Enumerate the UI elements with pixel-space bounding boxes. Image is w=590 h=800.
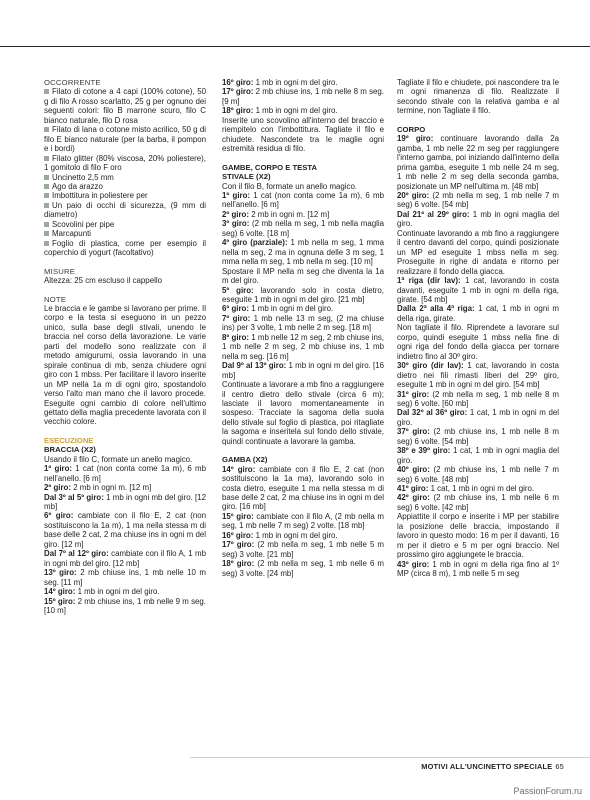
instruction-row xyxy=(222,559,384,578)
misure-heading: MISURE xyxy=(44,266,76,276)
row-label: 5º giro: xyxy=(222,285,254,295)
row-text: (2 mb chiuse ins, 1 mb nelle 6 m seg) 6 volte. [42 mb] xyxy=(397,493,559,512)
instruction-row xyxy=(397,408,559,427)
instruction-row xyxy=(397,560,559,579)
row-label: Dal 3º al 5º giro: xyxy=(44,492,104,502)
material-text: Scovolini per pipe xyxy=(52,219,115,229)
note-heading: NOTE xyxy=(44,294,67,304)
material-item xyxy=(44,229,206,238)
row-text: 2 mb in ogni m. [12 m] xyxy=(71,483,152,493)
braccia-rows xyxy=(44,464,206,615)
row-label: 17º giro: xyxy=(222,87,254,97)
corpo-rows xyxy=(397,134,559,229)
braccia-finish-text: Inserite uno scovolino all'interno del braccio e riempitelo con l'imbottitura. Tagliate il filo e chiudete. Nascondete tra le maglie ogni estremità residua di filo. xyxy=(222,115,384,154)
esecuzione-heading: ESECUZIONE xyxy=(44,435,94,445)
row-label: 1º giro: xyxy=(222,190,251,200)
instruction-row xyxy=(397,446,559,465)
square-bullet-icon xyxy=(44,241,49,246)
row-label: 18º giro: xyxy=(222,106,254,116)
row-label: 4º giro (parziale): xyxy=(222,238,288,248)
row-label: Dal 9º al 13º giro: xyxy=(222,361,287,371)
material-item xyxy=(44,125,206,153)
row-text: cambiate con il filo A, (2 mb nella m seg, 1 mb nelle 7 m seg) 2 volte. [18 mb] xyxy=(222,511,384,531)
row-text: 1 mb nelle 13 m seg, (2 ma chiuse ins) per 3 volte, 1 mb nelle 2 m seg. [18 m] xyxy=(222,313,384,333)
material-item xyxy=(44,173,206,182)
row-label: 43º giro: xyxy=(397,559,430,569)
gambe-heading: GAMBE, CORPO E TESTA xyxy=(222,162,318,172)
corpo-mid-text-2: Non tagliate il filo. Riprendete a lavorare sul corpo, quindi eseguite 1 mbss nella fine di ogni riga del fondo della giacca per tornare indietro fino al 30º giro. xyxy=(397,323,559,361)
row-text: 1 mb in ogni m del giro. [16 mb] xyxy=(222,361,384,380)
row-label: Dal 21º al 29º giro: xyxy=(397,209,470,219)
row-label: 14º giro: xyxy=(44,587,76,597)
instruction-row xyxy=(222,238,384,266)
instruction-row xyxy=(397,390,559,409)
row-text: 2 mb in ogni m. [12 m] xyxy=(249,209,330,219)
row-label: 15º giro: xyxy=(44,596,76,606)
row-label: 20º giro: xyxy=(397,190,430,200)
stivale-heading: STIVALE (X2) xyxy=(222,172,271,182)
row-label: 40º giro: xyxy=(397,465,430,475)
material-text: Filato di lana o cotone misto acrilico, 50 g di filo E bianco naturale (per la barba, il pompon e i bordi) xyxy=(44,125,206,154)
square-bullet-icon xyxy=(44,231,49,236)
instruction-row xyxy=(397,493,559,512)
instruction-row xyxy=(44,493,206,512)
stivale-intro: Con il filo B, formate un anello magico. xyxy=(222,181,358,191)
material-item xyxy=(44,220,206,229)
row-text: (2 mb chiuse ins, 1 mb nelle 8 m seg) 6 volte. [54 mb] xyxy=(397,427,559,446)
row-text: 1 mb in ogni maglia del giro. xyxy=(397,209,559,229)
row-label: 38º e 39º giro: xyxy=(397,446,451,456)
instruction-row xyxy=(222,304,384,313)
row-text: 2 mb chiuse ins, 1 mb nelle 10 m seg. [11 m] xyxy=(44,568,206,587)
instruction-row xyxy=(222,106,384,115)
row-label: 3º giro: xyxy=(222,219,250,229)
square-bullet-icon xyxy=(44,89,49,94)
material-text: Filato di cotone a 4 capi (100% cotone), 50 g di filo A rosso scarlatto, 25 g per ognuno dei seguenti colori: filo B marrone scuro, filo C bianco naturale, filo D rosa xyxy=(44,87,206,125)
row-label: 2º giro: xyxy=(44,483,71,493)
row-label: 17º giro: xyxy=(222,540,255,550)
row-text: 1 cat, lavorando in costa davanti, eseguite 1 mb in ogni m della riga, girate. [54 mb] xyxy=(397,276,559,304)
row-text: 1 mb in ogni m del giro. xyxy=(75,587,160,597)
instruction-row xyxy=(397,191,559,210)
square-bullet-icon xyxy=(44,156,49,161)
row-text: 1 cat, 1 mb in ogni m del giro. xyxy=(428,484,535,494)
instruction-row xyxy=(44,587,206,596)
row-label: 7º giro: xyxy=(222,313,251,323)
page-number: 65 xyxy=(555,762,564,771)
row-label: 6º giro: xyxy=(222,304,249,314)
gamba-rows xyxy=(222,465,384,578)
stivale-mid-text: Spostare il MP nella m seg che diventa la 1a m del giro. xyxy=(222,266,384,286)
corpo-rows-3 xyxy=(397,361,559,512)
row-label: 42º giro: xyxy=(397,493,430,503)
instruction-row xyxy=(44,483,206,492)
row-text: 1 cat (non conta come 1a m), 6 mb nell'anello. [6 m] xyxy=(44,464,206,483)
square-bullet-icon xyxy=(44,184,49,189)
instruction-row xyxy=(222,531,384,540)
row-label: 8º giro: xyxy=(222,332,250,342)
row-text: (2 mb nella m seg, 1 mb nelle 6 m seg) 3 volte. [24 mb] xyxy=(222,559,384,578)
row-label: 37º giro: xyxy=(397,427,430,437)
material-item xyxy=(44,87,206,125)
row-text: 1 cat, lavorando in costa dietro nei fili rimasti liberi del 29º giro, eseguite 1 mb in ogni m del giro. [54 mb] xyxy=(397,361,559,390)
row-text: 1 mb in ogni m del giro. xyxy=(253,78,338,87)
materials-list xyxy=(44,87,206,257)
row-label: 16º giro: xyxy=(222,78,254,87)
instruction-row xyxy=(222,87,384,106)
row-text: 1 mb in ogni m del giro. xyxy=(253,106,338,116)
instruction-row xyxy=(44,597,206,616)
row-label: 15º giro: xyxy=(222,511,254,521)
square-bullet-icon xyxy=(44,193,49,198)
stivale-rows-2 xyxy=(222,286,384,381)
square-bullet-icon xyxy=(44,222,49,227)
row-text: cambiate con il filo E, 2 cat (non sostituiscono la 1a m), 1 ma nella stessa m di base delle 2 cat, 2 ma chiuse ins in ogni m del giro. [12 m] xyxy=(44,511,206,549)
magazine-title: MOTIVI ALL'UNCINETTO SPECIALE xyxy=(421,762,553,771)
square-bullet-icon xyxy=(44,203,49,208)
instruction-row xyxy=(397,484,559,493)
corpo-mid-text: Continuate lavorando a mb fino a raggiungere il centro davanti del corpo, quindi posizionate un MP ed eseguite 1 mbss nella m seg. Proseguite in righe di andata e ritorno per realizzare il fondo della giacca. xyxy=(397,228,559,276)
instruction-row xyxy=(222,361,384,380)
row-label: 2º giro: xyxy=(222,209,249,219)
material-text: Filato glitter (80% viscosa, 20% poliestere), 1 gomitolo di filo F oro xyxy=(44,153,206,173)
stivale-after-text: Continuate a lavorare a mb fino a raggiungere il centro dietro dello stivale (circa 6 m); lasciate il lavoro momentaneamente in sospeso. Tracciate la sagoma della suola dello stivale sul foglio di plastica, poi ritagliate la sagoma e inseritela sul fondo dello stivale, quindi continuate a lavorare la gamba. xyxy=(222,380,384,446)
row-text: continuare lavorando dalla 2a gamba, 1 mb nelle 22 m seg per raggiungere l'interno gamba, poi iniziando dall'interno della prima gamba, eseguite 1 mb nelle 24 m seg, 1 mb nelle 2 m seg della seconda gamba, posizionate un MP nell'ultima m. [48 mb] xyxy=(397,134,559,191)
square-bullet-icon xyxy=(44,175,49,180)
row-label: Dal 32º al 36º giro: xyxy=(397,408,468,418)
material-text: Un paio di occhi di sicurezza, (9 mm di diametro) xyxy=(44,200,206,220)
instruction-row xyxy=(222,210,384,219)
occorrente-heading: OCCORRENTE xyxy=(44,78,101,87)
instruction-row xyxy=(222,512,384,531)
instruction-row xyxy=(397,361,559,389)
row-label: 13º giro: xyxy=(44,568,77,578)
column-2 xyxy=(222,78,384,578)
material-item xyxy=(44,154,206,173)
row-label: 16º giro: xyxy=(222,530,254,540)
instruction-row xyxy=(222,78,384,87)
instruction-row xyxy=(222,191,384,210)
instruction-row xyxy=(44,568,206,587)
instruction-row xyxy=(222,286,384,305)
material-text: Marcapunti xyxy=(52,229,92,239)
instruction-row xyxy=(44,549,206,568)
row-label: 1º giro: xyxy=(44,464,73,474)
row-label: 30º giro (dir lav): xyxy=(397,361,464,371)
instruction-row xyxy=(222,465,384,512)
braccia-heading: BRACCIA (X2) xyxy=(44,445,96,455)
instruction-row xyxy=(397,134,559,191)
page-footer xyxy=(0,757,590,800)
instruction-row xyxy=(222,219,384,238)
row-text: cambiate con il filo A, 1 mb in ogni mb del giro. [12 mb] xyxy=(44,549,206,568)
row-text: 2 mb chiuse ins, 1 mb nelle 9 m seg. [10 m] xyxy=(44,596,206,616)
row-text: 1 cat, 1 mb in ogni m del giro. xyxy=(397,408,559,427)
row-label: 31º giro: xyxy=(397,389,430,399)
instruction-row xyxy=(397,465,559,484)
row-text: (2 mb nella m seg, 1 mb nella maglia seg) 6 volte. [18 m] xyxy=(222,219,384,238)
corpo-heading: CORPO xyxy=(397,124,426,134)
header-rule xyxy=(0,46,590,47)
material-item xyxy=(44,201,206,220)
row-label: 6º giro: xyxy=(44,511,74,521)
column-3 xyxy=(397,78,559,579)
braccia-rows-cont xyxy=(222,78,384,116)
gamba-heading: GAMBA (X2) xyxy=(222,455,268,465)
instruction-row xyxy=(397,304,559,323)
material-text: Ago da arazzo xyxy=(52,181,103,191)
row-label: Dal 7º al 12º giro: xyxy=(44,549,109,559)
row-text: 1 mb in ogni m della riga fino al 1º MP (circa 8 m), 1 mb nelle 5 m seg xyxy=(397,559,559,579)
braccia-intro: Usando il filo C, formate un anello magico. xyxy=(44,454,193,464)
row-text: 1 mb nelle 12 m seg, 2 mb chiuse ins, 1 mb nelle 2 m seg, 2 mb chiuse ins, 1 mb nella m seg. [16 m] xyxy=(222,332,384,361)
material-item xyxy=(44,239,206,258)
page-header-band xyxy=(0,0,590,46)
row-label: 1ª riga (dir lav): xyxy=(397,276,461,286)
row-text: lavorando solo in costa dietro, eseguite 1 mb in ogni m del giro. [21 mb] xyxy=(222,285,384,304)
row-text: cambiate con il filo E, 2 cat (non sostituiscono la 1a ma), lavorando solo in costa dietro, eseguite 1 ma nella stessa m di base delle 2 cat, 2 ma chiuse ins in ogni m del giro. [16 mb] xyxy=(222,464,384,512)
row-text: 1 cat, 1 mb in ogni m della riga, girate. xyxy=(397,304,559,323)
row-text: 1 cat, 1 mb in ogni maglia del giro. xyxy=(397,446,559,465)
corpo-rows-4 xyxy=(397,560,559,579)
material-text: Foglio di plastica, come per esempio il coperchio di yogurt (facoltativo) xyxy=(44,238,206,258)
instruction-row xyxy=(222,333,384,361)
row-label: 19º giro: xyxy=(397,134,434,144)
instruction-row xyxy=(222,540,384,559)
gamba-finish-text: Tagliate il filo e chiudete, poi nascondere tra le m ogni rimanenza di filo. Realizzate il secondo stivale con la relativa gamba e al termine, non Tagliate il filo. xyxy=(397,78,559,116)
instruction-row xyxy=(397,276,559,304)
material-text: Imbottitura in poliestere per xyxy=(52,191,148,201)
row-text: (2 mb nella m seg, 1 mb nelle 5 m seg) 3 volte. [21 mb] xyxy=(222,540,384,559)
instruction-row xyxy=(44,511,206,549)
row-label: 18º giro: xyxy=(222,559,255,569)
row-text: (2 mb chiuse ins, 1 mb nelle 7 m seg) 6 volte. [48 mb] xyxy=(397,465,559,484)
material-item xyxy=(44,191,206,200)
misure-text: Altezza: 25 cm escluso il cappello xyxy=(44,276,162,286)
row-text: (2 mb nella m seg, 1 mb nelle 7 m seg) 6 volte. [54 mb] xyxy=(397,190,559,210)
column-1 xyxy=(44,78,206,615)
row-label: Dalla 2ª alla 4ª riga: xyxy=(397,304,475,314)
instruction-row xyxy=(44,464,206,483)
row-text: 1 mb nella m seg, 1 mma nella m seg, 2 ma in ognuna delle 3 m seg, 1 mma nella m seg, 1 mb nella m seg. [10 m] xyxy=(222,238,384,267)
instruction-row xyxy=(222,314,384,333)
instruction-row xyxy=(397,210,559,229)
footer-title xyxy=(421,762,564,771)
note-text: Le braccia e le gambe si lavorano per prime. Il corpo e la testa si eseguono in un pezzo unico, sulla base degli stivali, unendo le braccia nel corso della lavorazione. Le varie parti del modello sono realizzate con il metodo amigurumi, ossia lavorando in una spirale continua di mb, senza chiudere ogni giro con 1 mbss. Per facilitare il lavoro inserite un MP nella 1a m di ogni giro, spostandolo verso l'alto man mano che il lavoro procede. Eseguite ogni cambio di colore nell'ultimo gettato della maglia precedente lavorata con il vecchio colore. xyxy=(44,303,206,427)
material-item xyxy=(44,182,206,191)
material-text: Uncinetto 2,5 mm xyxy=(52,172,114,182)
instruction-row xyxy=(397,427,559,446)
row-text: 2 mb chiuse ins, 1 mb nelle 8 m seg. [9 m] xyxy=(222,87,384,106)
corpo-mid-text-3: Appiattite il corpo e inserite i MP per stabilire la posizione delle braccia, impostando il lavoro in questo modo: 16 m per il davanti, 16 m per il dietro e 5 m per ogni braccio. Nel prossimo giro aggiungete le braccia. xyxy=(397,512,559,560)
watermark: PassionForum.ru xyxy=(513,786,582,796)
stivale-rows xyxy=(222,191,384,267)
row-text: 1 mb in ogni m del giro. xyxy=(249,304,334,314)
square-bullet-icon xyxy=(44,127,49,132)
row-text: 1 mb in ogni mb del giro. [12 mb] xyxy=(44,492,207,512)
row-label: 41º giro: xyxy=(397,484,429,494)
footer-rule xyxy=(190,757,590,758)
row-label: 14º giro: xyxy=(222,464,256,474)
row-text: (2 mb nella m seg, 1 mb nelle 8 m seg) 6 volte. [60 mb] xyxy=(397,389,559,408)
row-text: 1 cat (non conta come 1a m), 6 mb nell'anello. [6 m] xyxy=(222,190,384,210)
corpo-rows-2 xyxy=(397,276,559,323)
row-text: 1 mb in ogni m del giro. xyxy=(253,530,338,540)
